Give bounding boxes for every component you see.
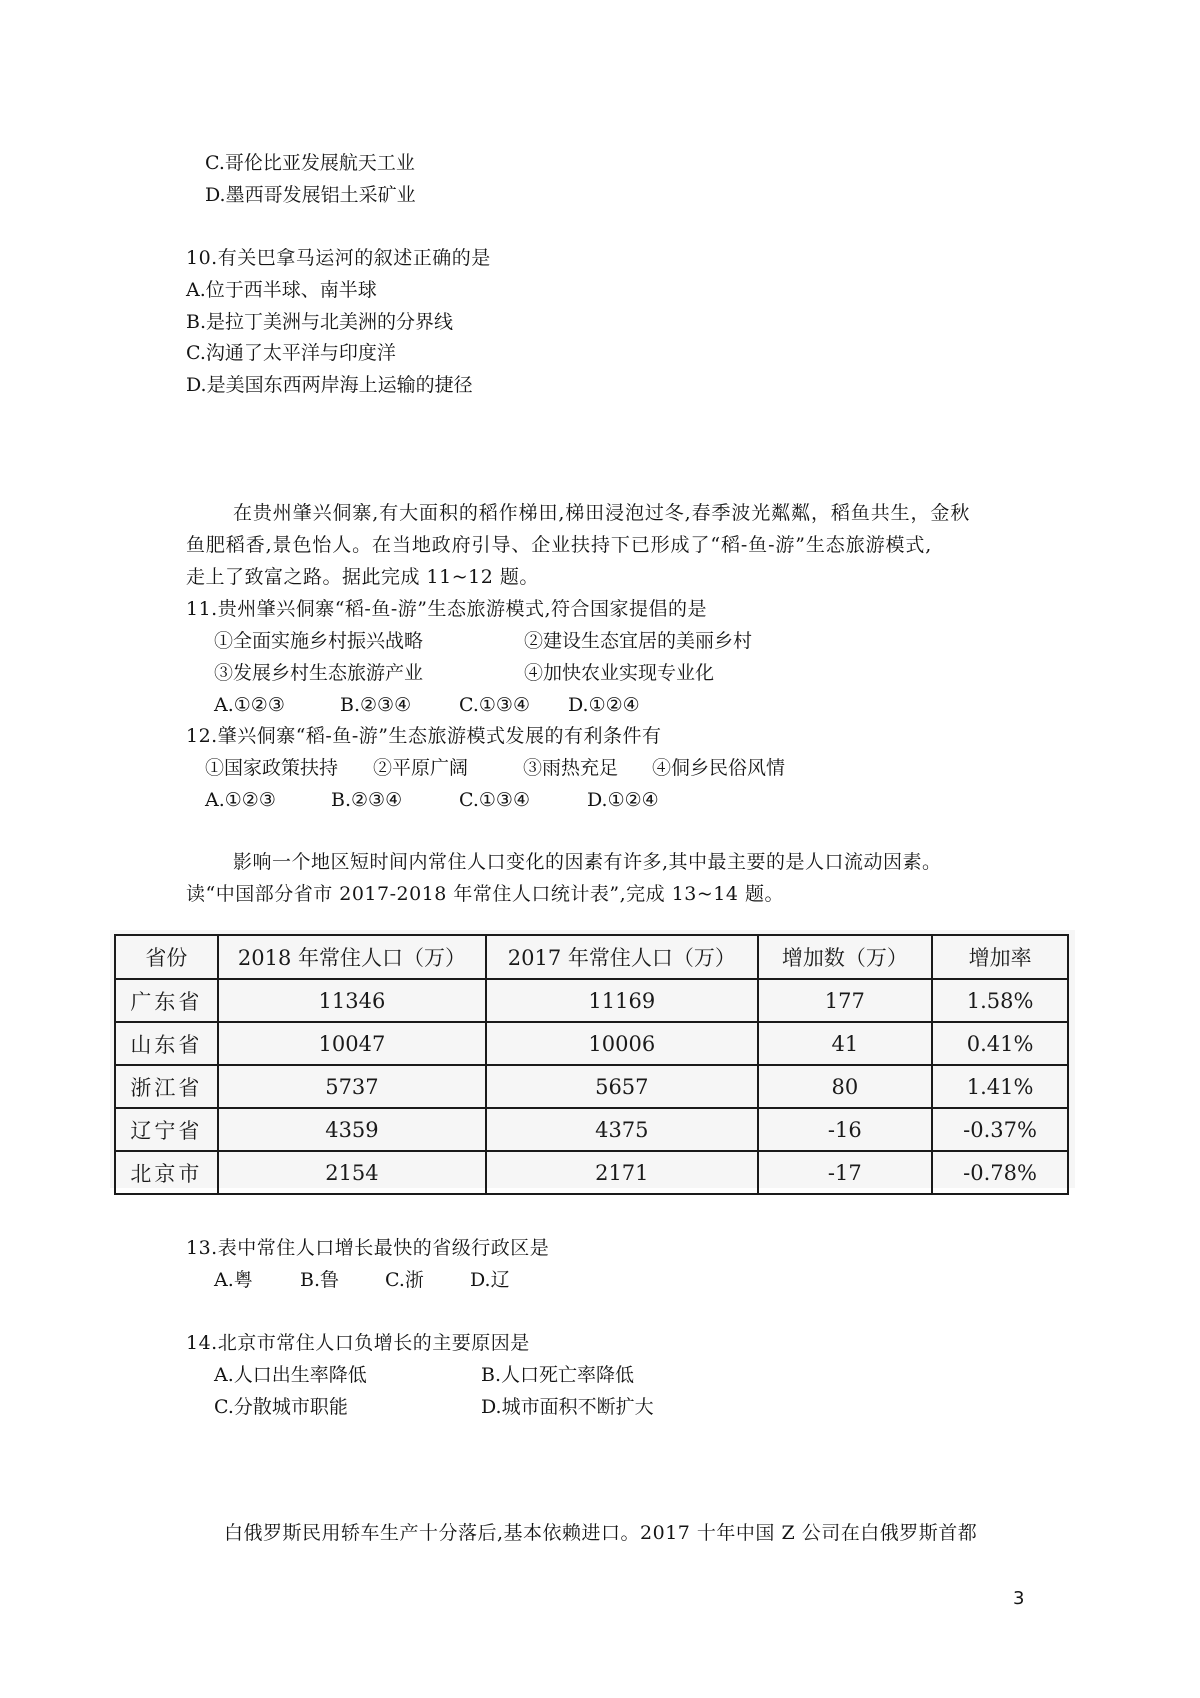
table-header-row — [115, 935, 1068, 979]
q13-option-d: D.辽 — [470, 1269, 510, 1291]
population-table-image — [110, 930, 1075, 1188]
q14-option-d: D.城市面积不断扩大 — [481, 1396, 654, 1418]
cell-pop-2018: 10047 — [218, 1022, 486, 1065]
q13-option-b: B.鲁 — [300, 1269, 340, 1291]
q12-option-a: A.①②③ — [205, 789, 276, 811]
q11-option-d: D.①②④ — [568, 694, 640, 716]
population-table — [114, 934, 1069, 1195]
cell-increase: 177 — [758, 979, 933, 1022]
cell-increase: 41 — [758, 1022, 933, 1065]
cell-pop-2017: 2171 — [486, 1151, 757, 1194]
passage3-line1: 白俄罗斯民用轿车生产十分落后,基本依赖进口。2017 十年中国 Z 公司在白俄罗斯首都 — [224, 1522, 978, 1544]
passage1-line2: 鱼肥稻香,景色怡人。在当地政府引导、企业扶持下已形成了“稻-鱼-游”生态旅游模式, — [186, 534, 933, 556]
header-province: 省份 — [115, 935, 218, 979]
q10-stem: 10.有关巴拿马运河的叙述正确的是 — [186, 247, 491, 269]
q14-option-a: A.人口出生率降低 — [214, 1364, 367, 1386]
q13-option-a: A.粤 — [214, 1269, 253, 1291]
q9-option-c: C.哥伦比亚发展航天工业 — [205, 152, 415, 174]
q12-option-b: B.②③④ — [331, 789, 403, 811]
q11-item-1: ①全面实施乡村振兴战略 — [214, 630, 424, 652]
cell-pop-2018: 11346 — [218, 979, 486, 1022]
q11-item-3: ③发展乡村生态旅游产业 — [214, 662, 424, 684]
cell-pop-2017: 5657 — [486, 1065, 757, 1108]
q12-item-2: ②平原广阔 — [373, 757, 469, 779]
header-rate: 增加率 — [932, 935, 1068, 979]
cell-pop-2017: 11169 — [486, 979, 757, 1022]
q12-stem: 12.肇兴侗寨“稻-鱼-游”生态旅游模式发展的有利条件有 — [186, 725, 662, 747]
cell-rate: 1.41% — [932, 1065, 1068, 1108]
cell-pop-2017: 4375 — [486, 1108, 757, 1151]
cell-pop-2018: 4359 — [218, 1108, 486, 1151]
cell-increase: 80 — [758, 1065, 933, 1108]
q9-option-d: D.墨西哥发展铝土采矿业 — [205, 184, 416, 206]
cell-increase: -17 — [758, 1151, 933, 1194]
q11-stem: 11.贵州肇兴侗寨“稻-鱼-游”生态旅游模式,符合国家提倡的是 — [186, 598, 708, 620]
header-pop-2017: 2017 年常住人口（万） — [486, 935, 757, 979]
table-row — [115, 979, 1068, 1022]
passage2-line2: 读“中国部分省市 2017-2018 年常住人口统计表”,完成 13~14 题。 — [186, 883, 785, 905]
q11-option-b: B.②③④ — [340, 694, 412, 716]
cell-rate: 1.58% — [932, 979, 1068, 1022]
table-row — [115, 1065, 1068, 1108]
cell-pop-2018: 2154 — [218, 1151, 486, 1194]
q14-option-c: C.分散城市职能 — [214, 1396, 348, 1418]
cell-province: 广东省 — [115, 979, 218, 1022]
q10-option-a: A.位于西半球、南半球 — [186, 279, 377, 301]
q11-item-4: ④加快农业实现专业化 — [524, 662, 715, 684]
cell-rate: 0.41% — [932, 1022, 1068, 1065]
cell-pop-2018: 5737 — [218, 1065, 486, 1108]
cell-province: 北京市 — [115, 1151, 218, 1194]
table-row — [115, 1022, 1068, 1065]
cell-rate: -0.37% — [932, 1108, 1068, 1151]
header-pop-2018: 2018 年常住人口（万） — [218, 935, 486, 979]
page-number: 3 — [1013, 1588, 1025, 1609]
passage1-line1: 在贵州肇兴侗寨,有大面积的稻作梯田,梯田浸泡过冬,春季波光粼粼，稻鱼共生，金秋 — [233, 502, 971, 524]
q11-option-c: C.①③④ — [459, 694, 530, 716]
q11-option-a: A.①②③ — [214, 694, 285, 716]
q11-item-2: ②建设生态宜居的美丽乡村 — [524, 630, 753, 652]
cell-province: 辽宁省 — [115, 1108, 218, 1151]
q12-option-c: C.①③④ — [459, 789, 530, 811]
cell-province: 浙江省 — [115, 1065, 218, 1108]
table-row — [115, 1151, 1068, 1194]
q12-option-d: D.①②④ — [587, 789, 659, 811]
cell-rate: -0.78% — [932, 1151, 1068, 1194]
q14-option-b: B.人口死亡率降低 — [481, 1364, 635, 1386]
q13-option-c: C.浙 — [385, 1269, 424, 1291]
passage1-line3: 走上了致富之路。据此完成 11~12 题。 — [186, 566, 539, 588]
q12-item-1: ①国家政策扶持 — [205, 757, 339, 779]
cell-pop-2017: 10006 — [486, 1022, 757, 1065]
q12-item-4: ④侗乡民俗风情 — [652, 757, 786, 779]
q14-stem: 14.北京市常住人口负增长的主要原因是 — [186, 1332, 530, 1354]
q12-item-3: ③雨热充足 — [523, 757, 619, 779]
q10-option-d: D.是美国东西两岸海上运输的捷径 — [186, 374, 473, 396]
q10-option-c: C.沟通了太平洋与印度洋 — [186, 342, 396, 364]
q13-stem: 13.表中常住人口增长最快的省级行政区是 — [186, 1237, 550, 1259]
header-increase: 增加数（万） — [758, 935, 933, 979]
passage2-line1: 影响一个地区短时间内常住人口变化的因素有许多,其中最主要的是人口流动因素。 — [233, 851, 942, 873]
q10-option-b: B.是拉丁美洲与北美洲的分界线 — [186, 311, 454, 333]
cell-province: 山东省 — [115, 1022, 218, 1065]
table-row — [115, 1108, 1068, 1151]
cell-increase: -16 — [758, 1108, 933, 1151]
